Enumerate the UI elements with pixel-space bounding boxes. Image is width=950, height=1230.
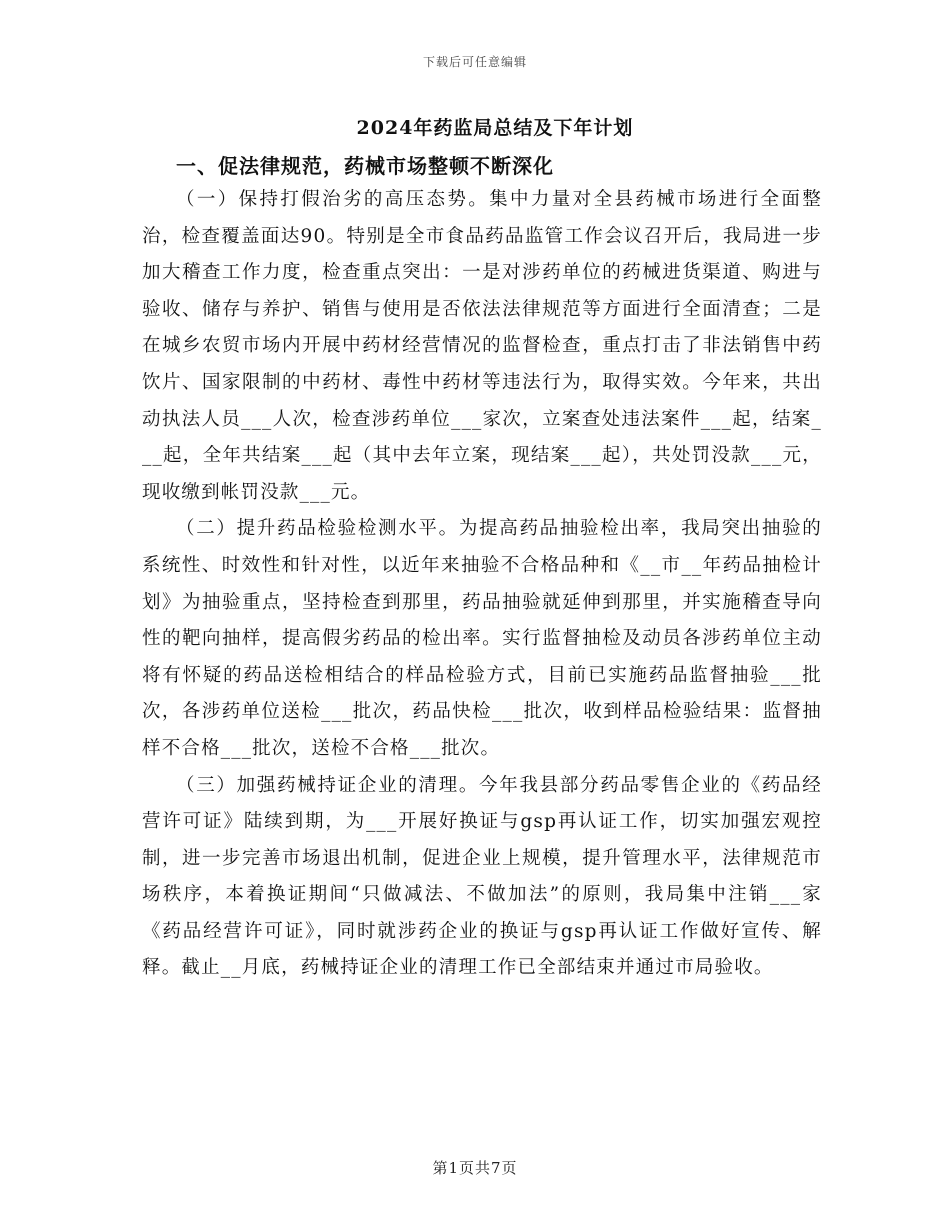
page-number: 第1页共7页 bbox=[432, 1159, 518, 1177]
paragraph-3: （三）加强药械持证企业的清理。今年我县部分药品零售企业的《药品经营许可证》陆续到期，为___开展好换证与gsp再认证工作，切实加强宏观控制，进一步完善市场退出机制，促进企业上规模，提升管理水平，法律规范市场秩序，本着换证期间“只做减法、不做加法”的原则，我局集中注销___家《药品经营许可证》，同时就涉药企业的换证与gsp再认证工作做好宣传、解释。截止__月底，药械持证企业的清理工作已全部结束并通过市局验收。 bbox=[142, 774, 822, 979]
paragraph-2: （二）提升药品检验检测水平。为提高药品抽验检出率，我局突出抽验的系统性、时效性和针对性，以近年来抽验不合格品种和《__市__年药品抽检计划》为抽验重点，坚持检查到那里，药品抽验就延伸到那里，并实施稽查导向性的靶向抽样，提高假劣药品的检出率。实行监督抽检及动员各涉药单位主动将有怀疑的药品送检相结合的样品检验方式，目前已实施药品监督抽验___批次，各涉药单位送检___批次，药品快检___批次，收到样品检验结果：监督抽样不合格___批次，送检不合格___批次。 bbox=[142, 518, 822, 759]
section-heading: 一、促法律规范，药械市场整顿不断深化 bbox=[176, 154, 554, 178]
body-text bbox=[142, 182, 822, 987]
paragraph-1: （一）保持打假治劣的高压态势。集中力量对全县药械市场进行全面整治，检查覆盖面达90。特别是全市食品药品监管工作会议召开后，我局进一步加大稽查工作力度，检查重点突出：一是对涉药单位的药械进货渠道、购进与验收、储存与养护、销售与使用是否依法法律规范等方面进行全面清查；二是在城乡农贸市场内开展中药材经营情况的监督检查，重点打击了非法销售中药饮片、国家限制的中药材、毒性中药材等违法行为，取得实效。今年来，共出动执法人员___人次，检查涉药单位___家次，立案查处违法案件___起，结案___起，全年共结案___起（其中去年立案，现结案___起），共处罚没款___元，现收缴到帐罚没款___元。 bbox=[142, 189, 822, 503]
document-title: 2024年药监局总结及下年计划 bbox=[356, 117, 634, 139]
header-note: 下载后可任意编辑 bbox=[422, 55, 527, 69]
